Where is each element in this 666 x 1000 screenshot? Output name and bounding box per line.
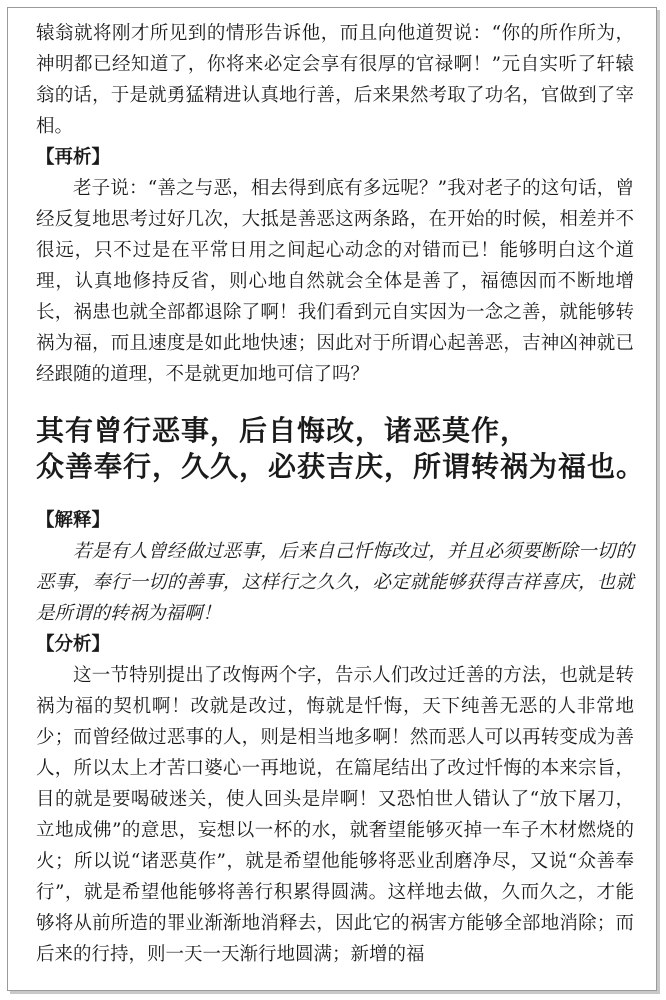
scripture-quote xyxy=(36,413,646,485)
quote-line-1: 其有曾行恶事，后自悔改，诸恶莫作， xyxy=(36,414,530,447)
heading-explanation: 【解释】 xyxy=(36,510,111,531)
page-content xyxy=(36,18,646,970)
quote-line-2: 众善奉行，久久，必获吉庆，所谓转祸为福也。 xyxy=(36,450,646,483)
heading-reanalysis: 【再析】 xyxy=(36,147,111,168)
paragraph-story-ending: 辕翁就将刚才所见到的情形告诉他，而且向他道贺说：“你的所作所为，神明都已经知道了，你将来必定会享有很厚的官禄啊！”元自实听了轩辕翁的话，于是就勇猛精进认真地行善，后来果然考取了功名，官做到了宰相。 xyxy=(36,23,634,137)
heading-analysis: 【分析】 xyxy=(36,634,111,655)
paragraph-explanation: 若是有人曾经做过恶事，后来自己忏悔改过，并且必须要断除一切的恶事，奉行一切的善事，这样行之久久，必定就能够获得吉祥喜庆，也就是所谓的转祸为福啊！ xyxy=(36,541,634,624)
paragraph-reanalysis: 老子说：“善之与恶，相去得到底有多远呢？”我对老子的这句话，曾经反复地思考过好几次，大抵是善恶这两条路，在开始的时候，相差并不很远，只不过是在平常日用之间起心动念的对错而已！能够明白这个道理，认真地修持反省，则心地自然就会全体是善了，福德因而不断地增长，祸患也就全部都退除了啊！我们看到元自实因为一念之善，就能够转祸为福，而且速度是如此地快速；因此对于所谓心起善恶，吉神凶神就已经跟随的道理，不是就更加地可信了吗？ xyxy=(36,178,634,385)
paragraph-analysis: 这一节特别提出了改悔两个字，告示人们改过迁善的方法，也就是转祸为福的契机啊！改就是改过，悔就是忏悔，天下纯善无恶的人非常地少；而曾经做过恶事的人，则是相当地多啊！然而恶人可以再转变成为善人，所以太上才苦口婆心一再地说，在篇尾结出了改过忏悔的本来宗旨，目的就是要喝破迷关，使人回头是岸啊！又恐怕世人错认了“放下屠刀，立地成佛”的意思，妄想以一杯的水，就奢望能够灭掉一车子木材燃烧的火；所以说“诸恶莫作”，就是希望他能够将恶业刮磨净尽，又说“众善奉行”，就是希望他能够将善行积累得圆满。这样地去做，久而久之，才能够将从前所造的罪业渐渐地消释去，因此它的祸害方能够全部地消除；而后来的行持，则一天一天渐行地圆满；新增的福 xyxy=(36,665,634,965)
